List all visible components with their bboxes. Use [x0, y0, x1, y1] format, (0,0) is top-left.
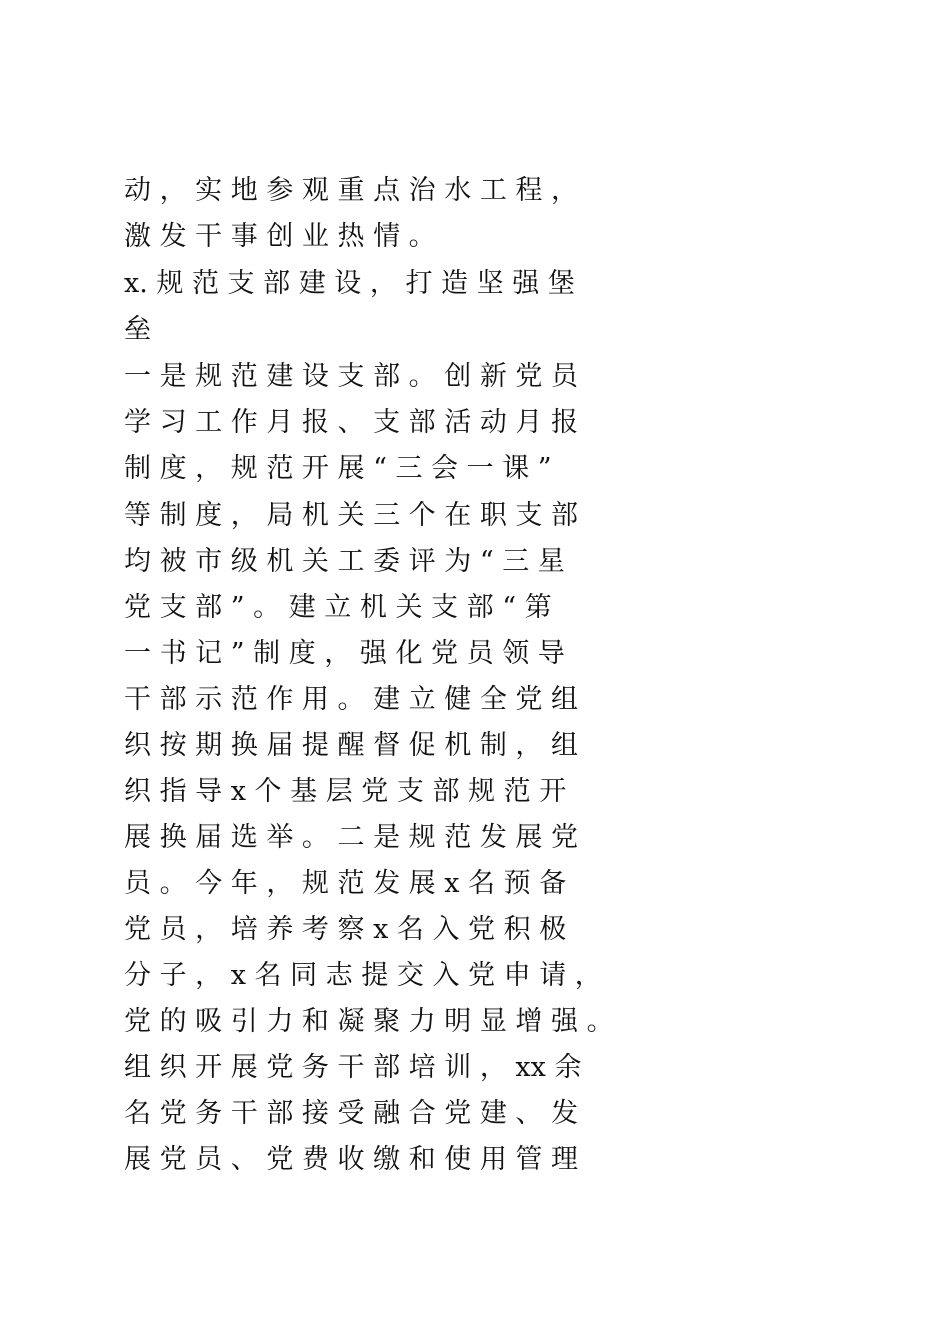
text-line: 干 部 示 范 作 用 。 建 立 健 全 党 组 — [124, 684, 578, 715]
text-line: 名 党 务 干 部 接 受 融 合 党 建 、 发 — [124, 1098, 578, 1129]
text-line: 等 制 度 ， 局 机 关 三 个 在 职 支 部 — [124, 500, 578, 531]
text-line: 激 发 干 事 创 业 热 情 。 — [124, 221, 436, 252]
text-line: 学 习 工 作 月 报 、 支 部 活 动 月 报 — [124, 407, 578, 438]
section-heading: x. 规 范 支 部 建 设 ， 打 造 坚 强 堡 — [124, 268, 575, 299]
text-line: 员 。 今 年 ， 规 范 发 展 x 名 预 备 — [124, 868, 567, 899]
section-heading-continuation: 垒 — [124, 314, 151, 345]
text-line: 一 是 规 范 建 设 支 部 。 创 新 党 员 — [124, 361, 578, 392]
text-line: 一 书 记 ” 制 度 ， 强 化 党 员 领 导 — [124, 638, 565, 669]
text-line: 党 的 吸 引 力 和 凝 聚 力 明 显 增 强 。 — [124, 1006, 614, 1037]
text-line: 党 支 部 ” 。 建 立 机 关 支 部 “ 第 — [124, 592, 552, 623]
text-line: 动 ， 实 地 参 观 重 点 治 水 工 程 ， — [124, 175, 578, 206]
text-line: 制 度 ， 规 范 开 展 “ 三 会 一 课 ” — [124, 453, 552, 484]
text-line: 均 被 市 级 机 关 工 委 评 为 “ 三 星 — [124, 546, 565, 577]
text-line: 分 子 ， x 名 同 志 提 交 入 党 申 请 ， — [124, 960, 602, 991]
text-line: 党 员 ， 培 养 考 察 x 名 入 党 积 极 — [124, 914, 567, 945]
text-line: 组 织 开 展 党 务 干 部 培 训 ， xx 余 — [124, 1052, 582, 1083]
text-line: 展 换 届 选 举 。 二 是 规 范 发 展 党 — [124, 822, 578, 853]
text-line: 织 按 期 换 届 提 醒 督 促 机 制 ， 组 — [124, 730, 578, 761]
text-line: 织 指 导 x 个 基 层 党 支 部 规 范 开 — [124, 776, 567, 807]
text-line: 展 党 员 、 党 费 收 缴 和 使 用 管 理 — [124, 1144, 578, 1175]
